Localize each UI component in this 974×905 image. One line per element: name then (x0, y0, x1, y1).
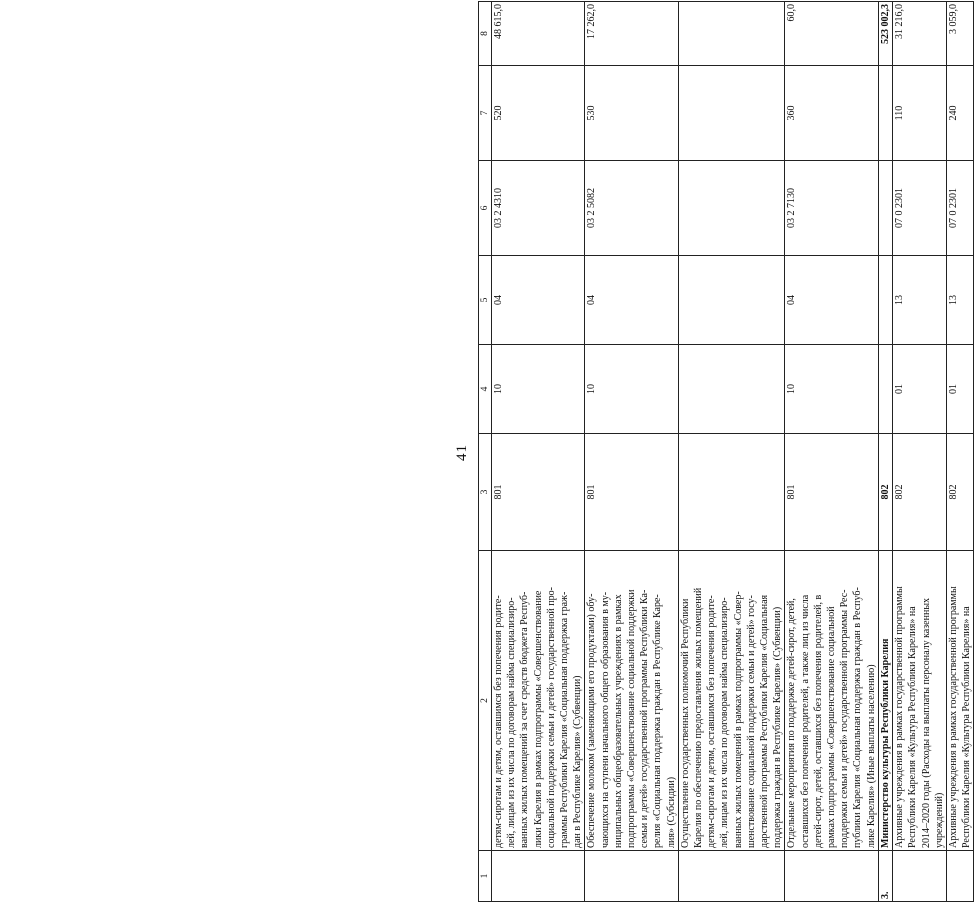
row-description (878, 551, 892, 851)
table-row (878, 2, 892, 902)
column-header: 8 (479, 2, 492, 66)
cell-value: 360 (786, 105, 798, 121)
cell-value: 13 (947, 295, 959, 305)
page-number: 41 (454, 444, 470, 461)
cell-value: 10 (586, 384, 598, 394)
cell-value: 03 2 4310 (493, 188, 504, 228)
cell-c7 (678, 66, 785, 161)
description-line: подпрограммы «Совершенствование социальной поддержки (626, 589, 638, 848)
column-header: 2 (479, 551, 492, 851)
cell-value: 523 002,3 (879, 4, 891, 44)
cell-c4 (946, 345, 973, 434)
table-row (492, 2, 585, 902)
description-line: дарственной программы Республики Карелия «Социальная (759, 594, 771, 848)
cell-value: 802 (947, 484, 959, 500)
cell-c4 (678, 345, 785, 434)
description-line: семьи и детей» государственной программы Республики Ка- (639, 589, 651, 848)
description-line: релия «Социальная поддержка граждан в Республике Каре- (652, 594, 664, 848)
row-number (946, 851, 973, 902)
description-line: детям-сиротам и детям, оставшимся без попечения родите- (493, 595, 504, 848)
cell-value: 802 (894, 484, 906, 500)
cell-value: 530 (586, 105, 598, 121)
cell-value: 801 (586, 484, 598, 500)
cell-c6 (585, 161, 678, 256)
description-line: лике Карелия» (Иные выплаты населению) (865, 664, 877, 848)
cell-c6 (878, 161, 892, 256)
cell-c3 (946, 434, 973, 551)
cell-c5 (585, 256, 678, 345)
cell-c3 (893, 434, 947, 551)
cell-c4 (785, 345, 878, 434)
description-line: Архивные учреждения в рамках государственной программы (947, 586, 959, 848)
row-number (785, 851, 878, 902)
cell-c3 (678, 434, 785, 551)
cell-value: 801 (493, 484, 504, 500)
description-line: лия» (Субсидии) (665, 776, 677, 848)
cell-value: 240 (947, 105, 959, 121)
row-description (492, 551, 585, 851)
cell-c7 (946, 66, 973, 161)
description-line: дан в Республике Карелия» (Субвенции) (572, 675, 584, 848)
cell-value: 04 (786, 295, 798, 305)
table-row (893, 2, 947, 902)
column-header: 7 (479, 66, 492, 161)
description-line: рамках подпрограммы «Совершенствование социальной (826, 606, 838, 848)
table-header-row (479, 2, 492, 902)
cell-value: 03 2 5082 (586, 188, 598, 228)
cell-c8 (585, 2, 678, 66)
description-line: лей, лицам из их числа по договорам найма специализиро- (719, 597, 731, 848)
row-description (585, 551, 678, 851)
cell-c5 (785, 256, 878, 345)
cell-value: 3 059,0 (947, 4, 959, 34)
description-line: социальной поддержки семьи и детей» государственной про- (545, 587, 557, 848)
description-line: Республики Карелия «Культура Республики Карелия» на (907, 606, 919, 848)
cell-c7 (893, 66, 947, 161)
cell-c8 (678, 2, 785, 66)
description-line: Министерство культуры Республики Карелия (879, 638, 891, 848)
cell-value: 801 (786, 484, 798, 500)
description-line: Карелия по обеспечению предоставления жилых помещений (693, 587, 705, 848)
table-row (585, 2, 678, 902)
column-header: 6 (479, 161, 492, 256)
description-line: Архивные учреждения в рамках государственной программы (894, 586, 906, 848)
cell-c8 (492, 2, 585, 66)
cell-value: 03 2 7130 (786, 188, 798, 228)
cell-c8 (946, 2, 973, 66)
table-row (946, 2, 973, 902)
column-header: 4 (479, 345, 492, 434)
cell-value: 802 (879, 484, 891, 500)
cell-c4 (878, 345, 892, 434)
description-line: Отдельные мероприятия по поддержке детей-сирот, детей, (786, 598, 798, 848)
cell-c7 (492, 66, 585, 161)
description-line: учреждений) (933, 792, 945, 848)
cell-value: 07 0 2301 (947, 188, 959, 228)
column-header: 5 (479, 256, 492, 345)
row-number (678, 851, 785, 902)
cell-value: 31 216,0 (894, 4, 906, 39)
description-line: детей-сирот, детей, оставшихся без попечения родителей, в (812, 594, 824, 848)
table-row (678, 2, 785, 902)
cell-value: 13 (894, 295, 906, 305)
description-line: ванных жилых помещений в рамках подпрограммы «Совер- (732, 591, 744, 848)
cell-value: 520 (493, 105, 504, 121)
column-header: 3 (479, 434, 492, 551)
cell-c7 (585, 66, 678, 161)
description-line: Республики Карелия «Культура Республики Карелия» на (961, 606, 973, 848)
cell-c7 (785, 66, 878, 161)
budget-table (478, 1, 974, 902)
cell-c3 (585, 434, 678, 551)
row-number (492, 851, 585, 902)
description-line: лики Карелия в рамках подпрограммы «Совершенствование (532, 590, 544, 848)
cell-c6 (492, 161, 585, 256)
row-number (893, 851, 947, 902)
cell-c8 (893, 2, 947, 66)
row-description (946, 551, 973, 851)
description-line: оставшихся без попечения родителей, а также лиц из числа (799, 594, 811, 848)
description-line: чающихся на ступени начального общего образования в му- (599, 591, 611, 848)
row-number (878, 851, 892, 902)
row-description (678, 551, 785, 851)
cell-c5 (946, 256, 973, 345)
description-line: 2014–2020 годы (Расходы на выплаты персоналу казенных (920, 597, 932, 848)
cell-c3 (785, 434, 878, 551)
description-line: Обеспечение молоком (заменяющими его продуктами) обу- (586, 593, 598, 848)
description-line: поддержки семьи и детей» государственной программы Рес- (839, 589, 851, 848)
cell-c8 (785, 2, 878, 66)
description-line: поддержка граждан в Республике Карелия» (Субвенции) (772, 606, 784, 848)
cell-c5 (878, 256, 892, 345)
description-line: шенствование социальной поддержки семьи и детей» госу- (745, 595, 757, 848)
cell-c5 (678, 256, 785, 345)
cell-value: 04 (586, 295, 598, 305)
cell-value: 10 (493, 384, 504, 394)
cell-value: 48 615,0 (493, 4, 504, 39)
cell-c6 (946, 161, 973, 256)
cell-value: 110 (894, 105, 906, 121)
cell-value: 01 (894, 384, 906, 394)
cell-c5 (492, 256, 585, 345)
description-line: публики Карелия «Социальная поддержка граждан в Респуб- (852, 587, 864, 848)
cell-c4 (492, 345, 585, 434)
cell-c3 (492, 434, 585, 551)
cell-value: 10 (786, 384, 798, 394)
cell-c6 (785, 161, 878, 256)
row-description (893, 551, 947, 851)
cell-value: 07 0 2301 (894, 188, 906, 228)
cell-value: 01 (947, 384, 959, 394)
cell-value: 17 262,0 (586, 4, 598, 39)
description-line: ванных жилых помещений за счет средств бюджета Респуб- (519, 591, 531, 848)
description-line: Осуществление государственных полномочий Республики (679, 598, 691, 848)
cell-c6 (893, 161, 947, 256)
cell-value: 04 (493, 295, 504, 305)
cell-c5 (893, 256, 947, 345)
table-body (492, 2, 974, 902)
cell-c3 (878, 434, 892, 551)
description-line: лей, лицам из их числа по договорам найма специализиро- (506, 597, 518, 848)
column-header: 1 (479, 851, 492, 902)
cell-c6 (678, 161, 785, 256)
cell-c4 (585, 345, 678, 434)
description-line: ниципальных общеобразовательных учреждениях в рамках (612, 594, 624, 848)
table-row (785, 2, 878, 902)
description-line: граммы Республики Карелия «Социальная поддержка граж- (559, 591, 571, 848)
cell-c7 (878, 66, 892, 161)
row-number (585, 851, 678, 902)
cell-c4 (893, 345, 947, 434)
cell-c8 (878, 2, 892, 66)
description-line: детям-сиротам и детям, оставшимся без попечения родите- (706, 595, 718, 848)
row-description (785, 551, 878, 851)
cell-value: 60,0 (786, 4, 798, 22)
row-number-text: 3. (879, 891, 891, 899)
